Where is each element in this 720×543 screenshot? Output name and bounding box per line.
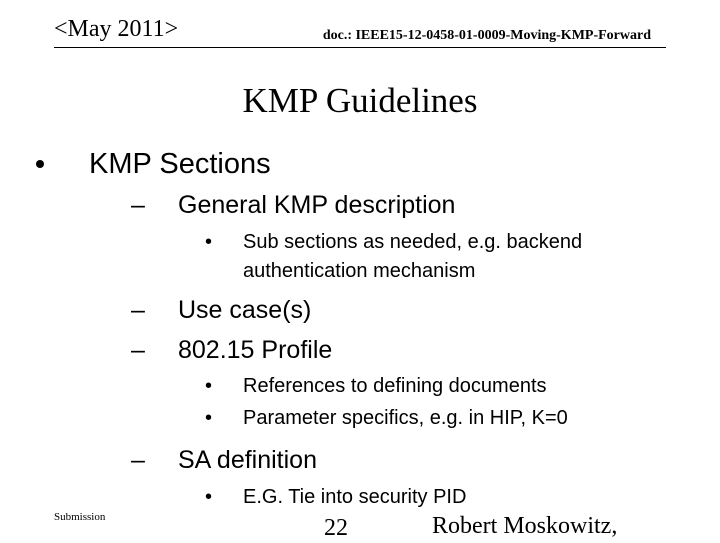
dash-marker: – xyxy=(131,336,145,364)
footer-author: Robert Moskowitz, xyxy=(432,513,618,539)
footer-page-number: 22 xyxy=(324,515,348,541)
bullet-marker: • xyxy=(205,375,213,397)
bullet-marker: • xyxy=(205,407,213,429)
subitem-sa-pid: E.G. Tie into security PID xyxy=(243,486,467,508)
subitem-general-line2: authentication mechanism xyxy=(243,260,476,282)
header-doc-id: doc.: IEEE15-12-0458-01-0009-Moving-KMP-Forward xyxy=(322,28,651,43)
section-heading: KMP Sections xyxy=(89,148,271,180)
subitem-profile-refs: References to defining documents xyxy=(243,375,547,397)
dash-marker: – xyxy=(131,446,145,474)
bullet-dot-icon xyxy=(36,160,44,168)
dash-marker: – xyxy=(131,191,145,219)
bullet-marker: • xyxy=(205,486,213,508)
dash-marker: – xyxy=(131,296,145,324)
slide-title: KMP Guidelines xyxy=(242,81,478,120)
subitem-profile-params: Parameter specifics, e.g. in HIP, K=0 xyxy=(243,407,568,429)
footer-submission: Submission xyxy=(54,511,106,523)
header-date: <May 2011> xyxy=(54,16,179,42)
item-sa-definition: SA definition xyxy=(178,446,317,474)
subitem-general-line1: Sub sections as needed, e.g. backend xyxy=(243,231,583,253)
item-general-kmp: General KMP description xyxy=(178,191,456,219)
item-use-cases: Use case(s) xyxy=(178,296,312,324)
item-profile: 802.15 Profile xyxy=(178,336,333,364)
bullet-marker: • xyxy=(205,231,213,253)
header-divider xyxy=(54,47,666,48)
